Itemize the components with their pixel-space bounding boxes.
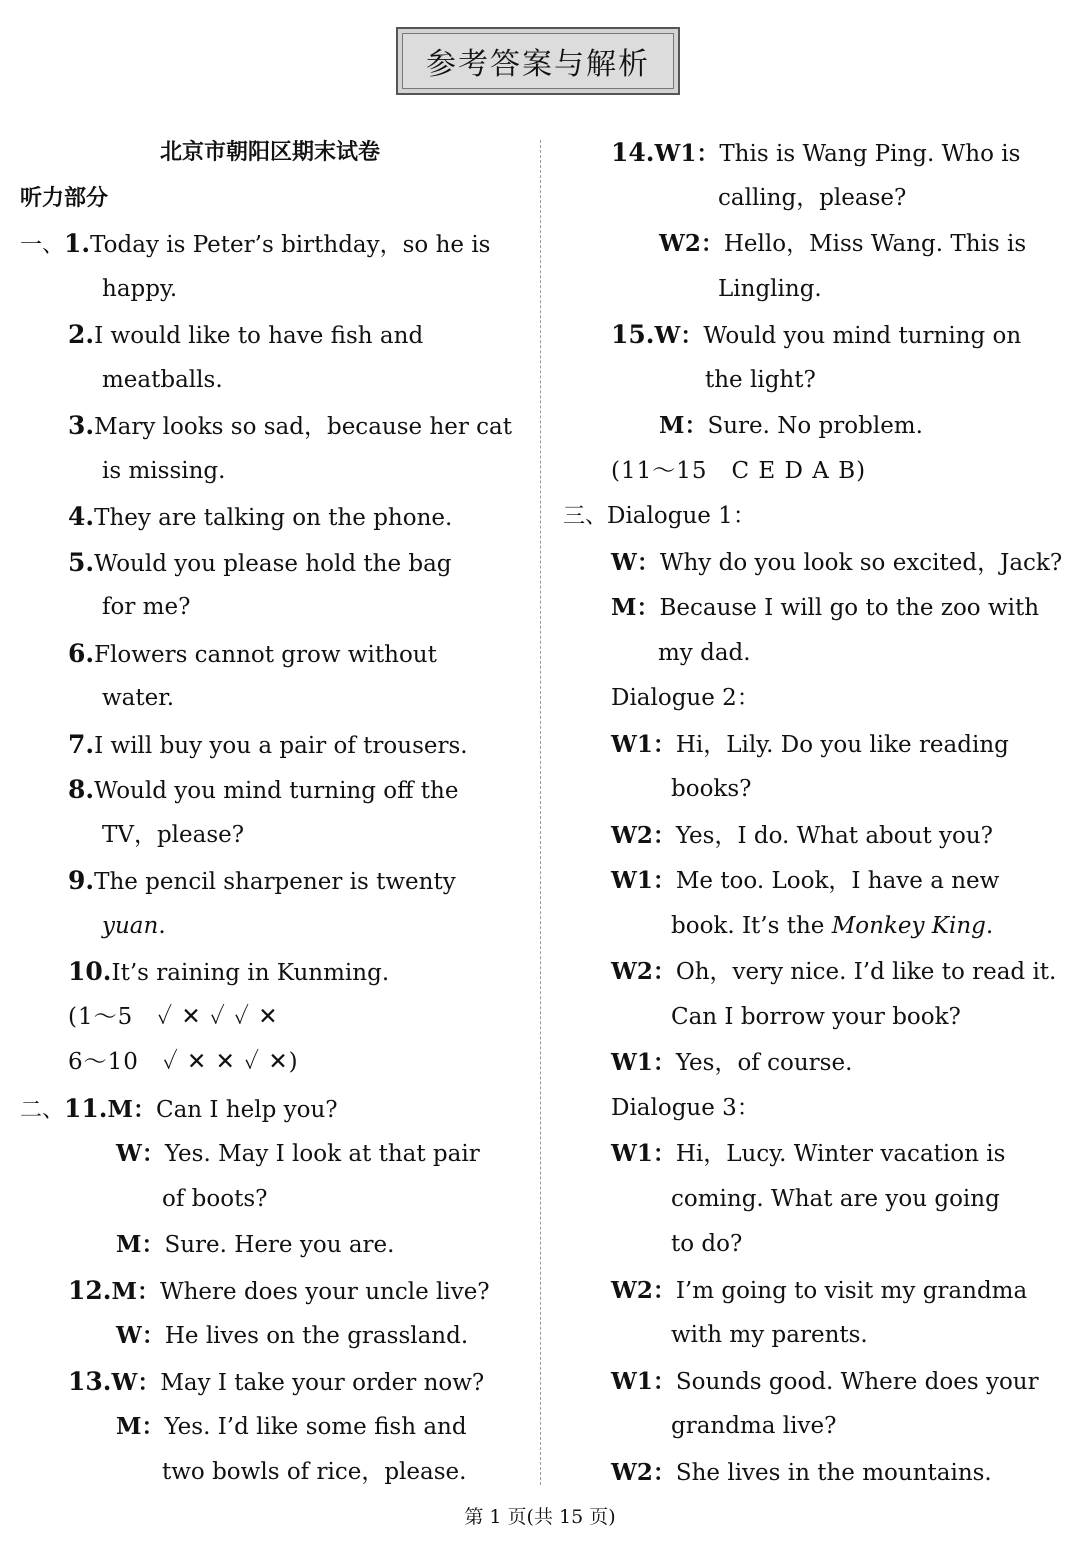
item-6-line-1: 6.Flowers cannot grow without <box>68 638 437 668</box>
d3-line-2: coming. What are you going <box>671 1185 1000 1212</box>
d3-line-5: with my parents. <box>671 1322 868 1348</box>
d1-line-2: M：Because I will go to the zoo with <box>611 594 1040 621</box>
q12-line-1: 12.M：Where does your uncle live? <box>68 1275 490 1305</box>
d2-line-7: Can I borrow your book? <box>671 1003 961 1030</box>
d2-line-5: book. It’s the Monkey King. <box>671 912 994 939</box>
d3-line-1: W1：Hi，Lucy. Winter vacation is <box>611 1140 1006 1167</box>
q11-line-1: 二、11.M：Can I help you? <box>20 1093 338 1123</box>
exam-title: 北京市朝阳区期末试卷 <box>159 140 380 165</box>
q14-line-1: 14.W1：This is Wang Ping. Who is <box>611 138 1021 167</box>
item-2-line-1: 2.I would like to have fish and <box>68 320 424 349</box>
q14-line-2: calling，please? <box>718 184 907 211</box>
answer-key-title: 参考答案与解析 <box>402 33 674 89</box>
answers-11-15: (11～15 C E D A B) <box>611 457 867 484</box>
q15-line-2: the light? <box>705 366 816 393</box>
dialogue-1-label: 三、Dialogue 1： <box>563 503 756 529</box>
d1-line-1: W：Why do you look so excited，Jack? <box>611 548 1063 576</box>
q13-line-2: M：Yes. I’d like some fish and <box>116 1413 467 1440</box>
dialogue-3-label: Dialogue 3： <box>611 1094 760 1121</box>
d3-line-8: W2：She lives in the mountains. <box>611 1458 992 1486</box>
item-3-line-2: is missing. <box>102 457 226 484</box>
item-6-line-2: water. <box>102 685 175 711</box>
answer-key-title-box <box>396 27 680 95</box>
d2-line-8: W1：Yes，of course. <box>611 1049 853 1076</box>
item-10-line-1: 10.It’s raining in Kunming. <box>68 957 390 986</box>
answers-6-10: 6～10 ✓ ✕ ✕ ✓ ✕) <box>68 1049 299 1075</box>
section-title: 听力部分 <box>20 185 109 211</box>
d2-line-3: W2：Yes，I do. What about you? <box>611 821 993 849</box>
d2-line-2: books? <box>671 776 752 802</box>
item-8-line-2: TV，please? <box>102 821 245 848</box>
q13-line-3: two bowls of rice，please. <box>162 1458 467 1485</box>
item-7-line-1: 7.I will buy you a pair of trousers. <box>68 729 468 759</box>
item-9-line-1: 9.The pencil sharpener is twenty <box>68 866 456 895</box>
d2-line-4: W1：Me too. Look，I have a new <box>611 867 1000 894</box>
left-column <box>20 130 520 1495</box>
q14-line-4: Lingling. <box>718 275 822 302</box>
q15-line-1: 15.W：Would you mind turning on <box>611 320 1022 349</box>
column-divider <box>540 140 541 1485</box>
item-1-line-2: happy. <box>102 275 178 302</box>
d3-line-4: W2：I’m going to visit my grandma <box>611 1276 1028 1304</box>
item-9-line-2: yuan. <box>102 912 166 939</box>
d3-line-6: W1：Sounds good. Where does your <box>611 1367 1039 1395</box>
answers-1-5: (1～5 ✓ ✕ ✓ ✓ ✕ <box>68 1003 279 1030</box>
book-title: Monkey King <box>831 912 986 939</box>
item-1-line-1: 一、1.Today is Peter’s birthday，so he is <box>20 229 491 258</box>
d3-line-7: grandma live? <box>671 1413 837 1439</box>
d1-line-3: my dad. <box>658 639 751 666</box>
d3-line-3: to do? <box>671 1231 743 1257</box>
q12-line-2: W：He lives on the grassland. <box>116 1322 469 1349</box>
right-column <box>563 130 1068 1495</box>
item-5-line-2: for me? <box>102 594 191 620</box>
q14-line-3: W2：Hello，Miss Wang. This is <box>659 230 1027 257</box>
q13-line-1: 13.W：May I take your order now? <box>68 1366 485 1396</box>
q11-line-2: W：Yes. May I look at that pair <box>116 1140 480 1167</box>
item-8-line-1: 8.Would you mind turning off the <box>68 775 459 804</box>
q11-line-4: M：Sure. Here you are. <box>116 1231 395 1258</box>
q11-line-3: of boots? <box>162 1185 268 1212</box>
item-5-line-1: 5.Would you please hold the bag <box>68 547 452 577</box>
q15-line-3: M：Sure. No problem. <box>659 412 923 439</box>
item-3-line-1: 3.Mary looks so sad，because her cat <box>68 411 513 440</box>
d2-line-1: W1：Hi，Lily. Do you like reading <box>611 730 1009 758</box>
d2-line-6: W2：Oh，very nice. I’d like to read it. <box>611 958 1057 985</box>
dialogue-2-label: Dialogue 2： <box>611 685 760 711</box>
item-2-line-2: meatballs. <box>102 366 223 393</box>
item-4-line-1: 4.They are talking on the phone. <box>68 502 453 531</box>
page-footer: 第 1 页(共 15 页) <box>464 1506 616 1528</box>
